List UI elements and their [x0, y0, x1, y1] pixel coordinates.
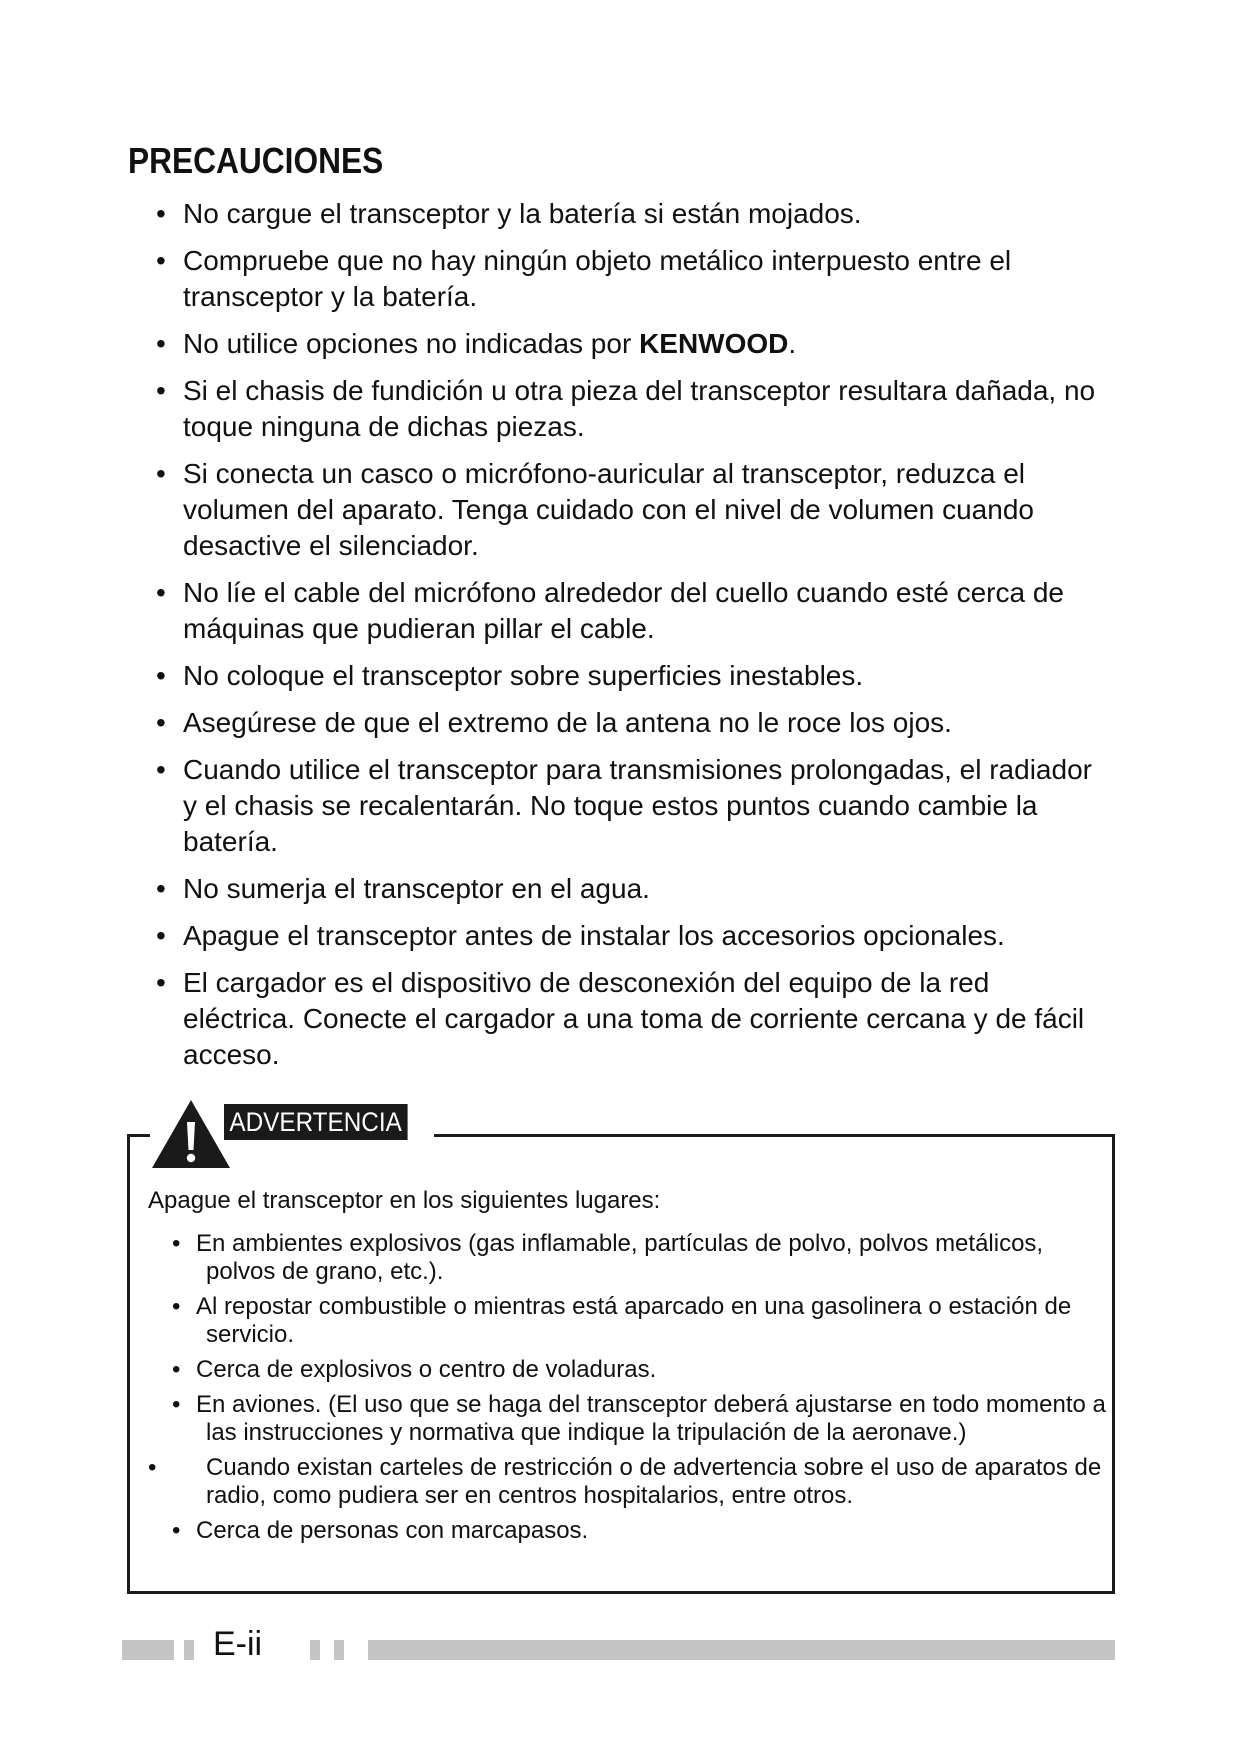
bullet: • — [172, 1517, 181, 1544]
list-item-text: Si el chasis de fundición u otra pieza del transceptor resultara dañada, no toque ninguna de dichas piezas. — [183, 375, 1096, 442]
list-item — [128, 658, 1108, 694]
list-item-text: El cargador es el dispositivo de desconexión del equipo de la red eléctrica. Conecte el cargador a una toma de corriente cercana y de fácil acceso. — [183, 967, 1085, 1070]
precautions-list — [128, 196, 1108, 1084]
list-item — [128, 705, 1108, 741]
list-item — [148, 1230, 1108, 1286]
bullet: • — [156, 245, 166, 276]
footer-bar-segment — [184, 1640, 194, 1660]
bullet: • — [156, 920, 166, 951]
bullet: • — [148, 1454, 157, 1481]
bullet: • — [172, 1293, 181, 1320]
bullet: • — [156, 873, 166, 904]
bullet: • — [172, 1391, 181, 1418]
list-item — [128, 965, 1108, 1073]
footer-bar-segment — [368, 1640, 1115, 1660]
bullet: • — [156, 967, 166, 998]
list-item-text: Compruebe que no hay ningún objeto metálico interpuesto entre el transceptor y la batería. — [183, 245, 1012, 312]
list-item — [128, 918, 1108, 954]
list-item-text: En ambientes explosivos (gas inflamable, partículas de polvo, polvos metálicos, polvos de grano, etc.). — [196, 1230, 1044, 1285]
bullet: • — [156, 198, 166, 229]
list-item-text: En aviones. (El uso que se haga del transceptor deberá ajustarse en todo momento a las instrucciones y normativa que indique la tripulación de la aeronave.) — [196, 1391, 1106, 1446]
bullet: • — [156, 458, 166, 489]
list-item-text: Cerca de explosivos o centro de voladuras. — [196, 1356, 657, 1383]
list-item-text-end: . — [788, 328, 797, 359]
list-item-text: Al repostar combustible o mientras está aparcado en una gasolinera o estación de servicio. — [196, 1293, 1072, 1348]
list-item — [148, 1454, 1108, 1510]
bullet: • — [156, 577, 166, 608]
bullet: • — [156, 707, 166, 738]
bullet: • — [172, 1230, 181, 1257]
warning-intro: Apague el transceptor en los siguientes lugares: — [148, 1187, 661, 1214]
bullet: • — [156, 660, 166, 691]
footer-bar-segment — [310, 1640, 320, 1660]
bullet: • — [156, 375, 166, 406]
list-item-text: No utilice opciones no indicadas por — [183, 328, 640, 359]
list-item — [128, 243, 1108, 315]
list-item — [148, 1293, 1108, 1349]
warning-label: ADVERTENCIA — [224, 1104, 407, 1140]
bullet: • — [156, 328, 166, 359]
bullet: • — [172, 1356, 181, 1383]
list-item — [128, 752, 1108, 860]
list-item-text: No coloque el transceptor sobre superficies inestables. — [183, 660, 864, 691]
list-item-text: Cerca de personas con marcapasos. — [196, 1517, 589, 1544]
list-item-text: No cargue el transceptor y la batería si están mojados. — [183, 198, 862, 229]
list-item-text: Cuando utilice el transceptor para transmisiones prolongadas, el radiador y el chasis se recalentarán. No toque estos puntos cuando cambie la batería. — [183, 754, 1092, 857]
list-item — [148, 1391, 1108, 1447]
list-item-text: No líe el cable del micrófono alrededor del cuello cuando esté cerca de máquinas que pudieran pillar el cable. — [183, 577, 1064, 644]
bullet: • — [156, 754, 166, 785]
list-item — [148, 1356, 1108, 1384]
list-item-text: Asegúrese de que el extremo de la antena no le roce los ojos. — [183, 707, 952, 738]
brand-name: KENWOOD — [639, 328, 789, 359]
list-item — [128, 196, 1108, 232]
page-number: E-ii — [213, 1625, 263, 1663]
list-item-text: Apague el transceptor antes de instalar los accesorios opcionales. — [183, 920, 1005, 951]
list-item — [128, 373, 1108, 445]
footer-bar-segment — [334, 1640, 344, 1660]
list-item — [128, 575, 1108, 647]
list-item — [128, 326, 1108, 362]
list-item — [128, 871, 1108, 907]
warning-triangle-icon — [150, 1098, 232, 1170]
list-item-text: Si conecta un casco o micrófono-auricular al transceptor, reduzca el volumen del aparato. Tenga cuidado con el nivel de volumen cuando desactive el silenciador. — [183, 458, 1034, 561]
warning-list — [148, 1230, 1108, 1552]
list-item-text: No sumerja el transceptor en el agua. — [183, 873, 650, 904]
warning-header — [150, 1098, 434, 1170]
list-item — [128, 456, 1108, 564]
page-title: PRECAUCIONES — [128, 140, 384, 181]
list-item-text: Cuando existan carteles de restricción o de advertencia sobre el uso de aparatos de radio, como pudiera ser en centros hospitalarios, entre otros. — [206, 1454, 1102, 1509]
footer-bar-segment — [122, 1640, 174, 1660]
list-item — [148, 1517, 1108, 1545]
